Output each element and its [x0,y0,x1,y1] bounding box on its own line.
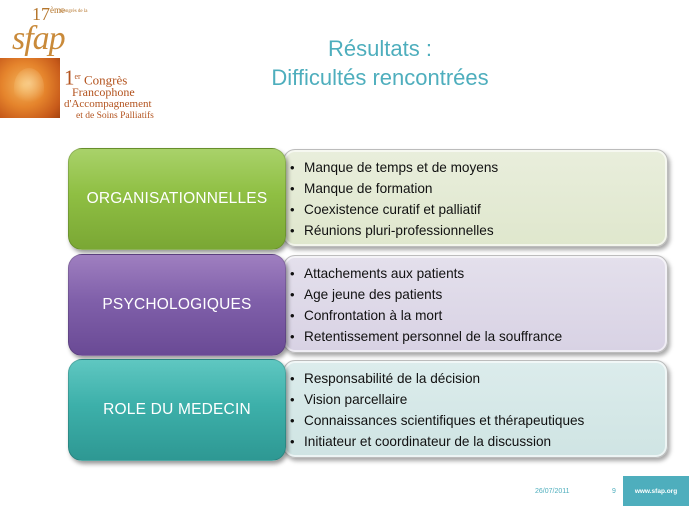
title-line-2: Difficultés rencontrées [271,65,489,90]
detail-box [283,255,668,353]
slide-title [230,34,530,92]
difficulty-row-organisationnelles [68,148,672,250]
footer-date: 26/07/2011 [535,488,570,495]
logo-edition-caption: Congrès de la [60,9,88,14]
bullet-item: • Manque de formation [290,178,667,199]
category-label: ORGANISATIONNELLES [68,148,286,250]
bullet-list [290,368,667,452]
bullet-item: • Coexistence curatif et palliatif [290,199,667,220]
sfap-logo [0,0,170,120]
logo-name: sfap [12,20,65,57]
bullet-item: • Vision parcellaire [290,389,667,410]
logo-artwork-icon [0,58,60,118]
category-label: PSYCHOLOGIQUES [68,254,286,356]
detail-box [283,360,668,458]
bullet-item: • Connaissances scientifiques et thérapeutiques [290,410,667,431]
bullet-item: • Responsabilité de la décision [290,368,667,389]
detail-box [283,149,668,247]
bullet-list [290,263,667,347]
logo-congress-text: 1er Congrès Francophone d'Accompagnement et de Soins Palliatifs [64,65,154,122]
bullet-item: • Initiateur et coordinateur de la discussion [290,431,667,452]
difficulty-row-role-du-medecin [68,359,672,461]
difficulty-row-psychologiques [68,254,672,356]
bullet-item: • Manque de temps et de moyens [290,157,667,178]
page-number: 9 [612,488,616,495]
bullet-item: • Réunions pluri-professionnelles [290,220,667,241]
title-line-1: Résultats : [328,36,432,61]
logo-edition: 17ème [32,4,65,24]
bullet-item: • Age jeune des patients [290,284,667,305]
bullet-item: • Retentissement personnel de la souffrance [290,326,667,347]
website-link[interactable]: www.sfap.org [623,476,689,506]
bullet-item: • Confrontation à la mort [290,305,667,326]
category-label: ROLE DU MEDECIN [68,359,286,461]
bullet-list [290,157,667,241]
bullet-item: • Attachements aux patients [290,263,667,284]
